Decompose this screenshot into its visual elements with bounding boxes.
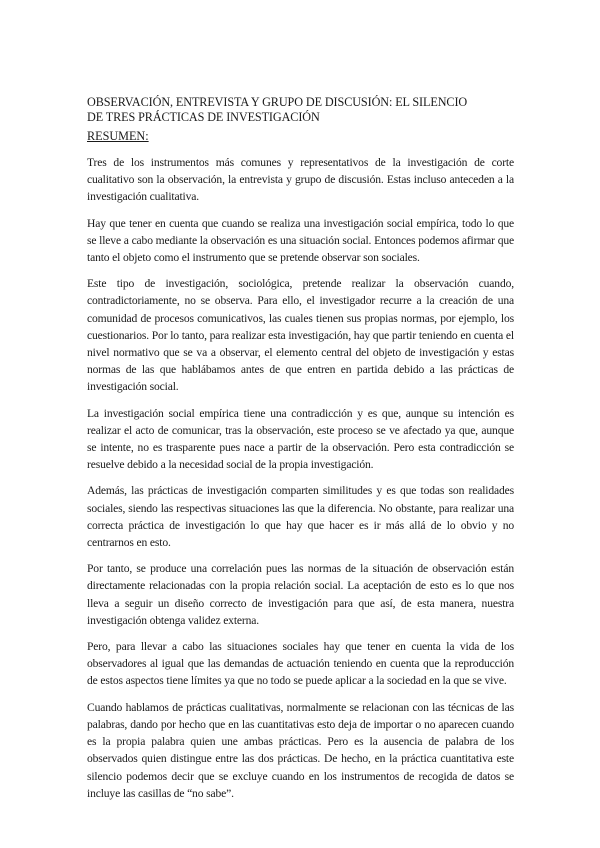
title-line-2: DE TRES PRÁCTICAS DE INVESTIGACIÓN bbox=[87, 110, 320, 124]
title-line-1: OBSERVACIÓN, ENTREVISTA Y GRUPO DE DISCUSIÓN: EL SILENCIO bbox=[87, 95, 468, 109]
paragraph-6: Por tanto, se produce una correlación pues las normas de la situación de observación están directamente relacionadas con la propia relación social. La aceptación de esto es lo que nos lleva a seguir un diseño correcto de investigación para que así, de esta manera, nuestra investigación obtenga validez externa. bbox=[87, 562, 514, 627]
document-page bbox=[87, 95, 514, 811]
paragraph-7: Pero, para llevar a cabo las situaciones sociales hay que tener en cuenta la vida de los observadores al igual que las demandas de actuación teniendo en cuenta que la reproducción de estos aspectos tiene límites ya que no todo se puede aplicar a la sociedad en la que se vive. bbox=[87, 640, 514, 688]
document-title bbox=[87, 95, 514, 125]
paragraph-3: Este tipo de investigación, sociológica, pretende realizar la observación cuando, contradictoriamente, no se observa. Para ello, el investigador recurre a la creación de una comunidad de procesos comunicativos, las cuales tienen sus propias normas, por ejemplo, los cuestionarios. Por lo tanto, para realizar esta investigación, hay que partir teniendo en cuenta el nivel normativo que se va a observar, el elemento central del objeto de investigación y estas normas de las que hablábamos antes de que entren en partida debido a las prácticas de investigación social. bbox=[87, 277, 514, 394]
summary-heading: RESUMEN: bbox=[87, 129, 149, 143]
paragraph-1: Tres de los instrumentos más comunes y representativos de la investigación de corte cualitativo son la observación, la entrevista y grupo de discusión. Estas incluso anteceden a la investigación cualitativa. bbox=[87, 156, 514, 204]
paragraph-4: La investigación social empírica tiene una contradicción y es que, aunque su intención es realizar el acto de comunicar, tras la observación, este proceso se ve afectado ya que, aunque se intente, no es trasparente pues nace a partir de la observación. Pero esta contradicción se resuelve debido a la necesidad social de la propia investigación. bbox=[87, 406, 514, 472]
paragraph-8: Cuando hablamos de prácticas cualitativas, normalmente se relacionan con las técnicas de las palabras, dando por hecho que en las cuantitativas esto deja de importar o no aparecen cuando es la propia palabra quien une ambas prácticas. Pero es la ausencia de palabra de los observados quien distingue entre las dos prácticas. De hecho, en la práctica cuantitativa este silencio podemos decir que se excluye cuando en los instrumentos de recogida de datos se incluye las casillas de “no sabe”. bbox=[87, 700, 514, 800]
paragraph-2: Hay que tener en cuenta que cuando se realiza una investigación social empírica, todo lo que se lleve a cabo mediante la observación es una situación social. Entonces podemos afirmar que tanto el objeto como el instrumento que se pretende observar son sociales. bbox=[87, 216, 514, 265]
paragraph-5: Además, las prácticas de investigación comparten similitudes y es que todas son realidades sociales, siendo las respectivas situaciones las que la diferencia. No obstante, para realizar una correcta práctica de investigación lo que hay que hacer es ir más allá de lo obvio y no centrarnos en esto. bbox=[87, 484, 514, 550]
